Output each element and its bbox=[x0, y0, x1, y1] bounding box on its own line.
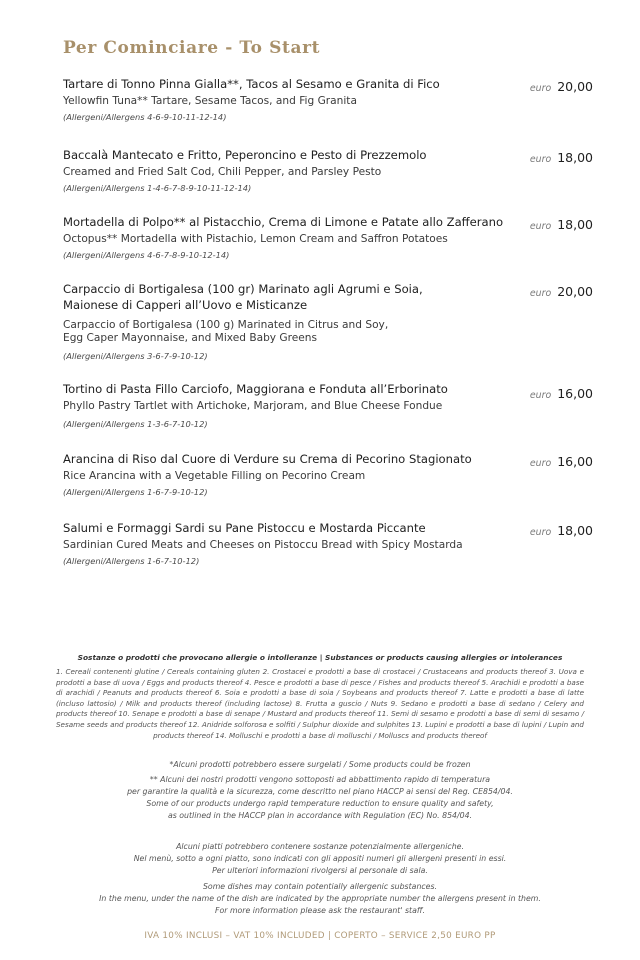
note-line: as outlined in the HACCP plan in accordance with Regulation (EC) No. 854/04. bbox=[167, 811, 473, 820]
price-amount: 20,00 bbox=[557, 79, 593, 94]
italian-allergen-note bbox=[56, 841, 584, 877]
price-currency: euro bbox=[529, 221, 552, 232]
menu-item bbox=[63, 76, 593, 122]
menu-item bbox=[63, 451, 593, 497]
price-amount: 16,00 bbox=[557, 454, 593, 469]
dish-description: Yellowfin Tuna** Tartare, Sesame Tacos, and Fig Granita bbox=[63, 95, 357, 107]
note-line: per garantire la qualità e la sicurezza, come descritto nel piano HACCP ai sensi del Reg. CE854/04. bbox=[127, 787, 513, 796]
note-line: Some dishes may contain potentially allergenic substances. bbox=[202, 882, 438, 891]
price-currency: euro bbox=[529, 458, 552, 469]
dish-allergens: (Allergeni/Allergens 1-4-6-7-8-9-10-11-12-14) bbox=[63, 183, 252, 193]
dish-allergens: (Allergeni/Allergens 1-3-6-7-10-12) bbox=[63, 419, 208, 429]
dish-description: Creamed and Fried Salt Cod, Chili Pepper, and Parsley Pesto bbox=[63, 166, 382, 178]
dish-name: Tartare di Tonno Pinna Gialla**, Tacos al Sesamo e Granita di Fico bbox=[63, 77, 440, 91]
dish-name: Mortadella di Polpo** al Pistacchio, Crema di Limone e Patate allo Zafferano bbox=[63, 215, 504, 229]
note-line: Some of our products undergo rapid temperature reduction to ensure quality and safety, bbox=[146, 799, 494, 808]
dish-description: Phyllo Pastry Tartlet with Artichoke, Marjoram, and Blue Cheese Fondue bbox=[63, 400, 443, 412]
price-currency: euro bbox=[529, 390, 552, 401]
dish-name: Arancina di Riso dal Cuore di Verdure su Crema di Pecorino Stagionato bbox=[63, 452, 472, 466]
price-amount: 18,00 bbox=[557, 150, 593, 165]
price-amount: 16,00 bbox=[557, 386, 593, 401]
menu-item bbox=[63, 281, 593, 361]
price-currency: euro bbox=[529, 154, 552, 165]
dish-name: Carpaccio di Bortigalesa (100 gr) Marinato agli Agrumi e Soia, Maionese di Capperi all’Uovo e Misticanze bbox=[63, 282, 423, 312]
note-line: For more information please ask the restaurant' staff. bbox=[215, 906, 425, 915]
price-currency: euro bbox=[529, 527, 552, 538]
dish-name: Baccalà Mantecato e Fritto, Peperoncino e Pesto di Prezzemolo bbox=[63, 148, 427, 162]
temperature-note bbox=[56, 774, 584, 822]
dish-name: Salumi e Formaggi Sardi su Pane Pistoccu e Mostarda Piccante bbox=[63, 521, 426, 535]
menu-item bbox=[63, 147, 593, 193]
dish-description: Rice Arancina with a Vegetable Filling on Pecorino Cream bbox=[63, 470, 366, 482]
dish-price bbox=[530, 147, 593, 166]
price-currency: euro bbox=[529, 83, 552, 94]
dish-price bbox=[530, 281, 593, 300]
dish-name: Tortino di Pasta Fillo Carciofo, Maggiorana e Fonduta all’Erborinato bbox=[63, 382, 448, 396]
dish-price bbox=[530, 214, 593, 233]
price-amount: 20,00 bbox=[557, 284, 593, 299]
section-title: Per Cominciare - To Start bbox=[63, 38, 321, 58]
frozen-note: *Alcuni prodotti potrebbero essere surgelati / Some products could be frozen bbox=[169, 760, 471, 769]
dish-price bbox=[530, 383, 593, 402]
note-line: In the menu, under the name of the dish are indicated by the appropriate number the allergens present in them. bbox=[99, 894, 541, 903]
dish-allergens: (Allergeni/Allergens 3-6-7-9-10-12) bbox=[63, 351, 208, 361]
service-charge-line: IVA 10% INCLUSI – VAT 10% INCLUDED | COPERTO – SERVICE 2,50 EURO PP bbox=[144, 931, 496, 941]
dish-allergens: (Allergeni/Allergens 1-6-7-9-10-12) bbox=[63, 487, 208, 497]
dish-description: Sardinian Cured Meats and Cheeses on Pistoccu Bread with Spicy Mostarda bbox=[63, 539, 463, 551]
dish-allergens: (Allergeni/Allergens 4-6-7-8-9-10-12-14) bbox=[63, 250, 230, 260]
price-currency: euro bbox=[529, 288, 552, 299]
note-line: Per ulteriori informazioni rivolgersi al personale di sala. bbox=[212, 866, 428, 875]
menu-item bbox=[63, 381, 593, 429]
menu-item bbox=[63, 520, 593, 566]
price-amount: 18,00 bbox=[557, 217, 593, 232]
price-amount: 18,00 bbox=[557, 523, 593, 538]
menu-item bbox=[63, 214, 593, 260]
allergen-heading: Sostanze o prodotti che provocano allergie o intolleranze | Substances or products causing allergies or intolerances bbox=[77, 653, 563, 662]
note-line: ** Alcuni dei nostri prodotti vengono sottoposti ad abbattimento rapido di temperatura bbox=[149, 775, 491, 784]
dish-price bbox=[530, 76, 593, 95]
note-line: Alcuni piatti potrebbero contenere sostanze potenzialmente allergeniche. bbox=[176, 842, 464, 851]
dish-description: Carpaccio of Bortigalesa (100 g) Marinated in Citrus and Soy, Egg Caper Mayonnaise, and Mixed Baby Greens bbox=[63, 319, 389, 344]
dish-allergens: (Allergeni/Allergens 1-6-7-10-12) bbox=[63, 556, 200, 566]
dish-price bbox=[530, 451, 593, 470]
dish-description: Octopus** Mortadella with Pistachio, Lemon Cream and Saffron Potatoes bbox=[63, 233, 448, 245]
dish-price bbox=[530, 520, 593, 539]
dish-allergens: (Allergeni/Allergens 4-6-9-10-11-12-14) bbox=[63, 112, 227, 122]
english-allergen-note bbox=[56, 881, 584, 917]
allergen-list: 1. Cereali contenenti glutine / Cereals containing gluten 2. Crostacei e prodotti a base di crostacei / Crustaceans and products thereof 3. Uova e prodotti a base di uova / Eggs and products thereof 4. Pesce e prodotti a base di pesce / Fishes and products thereof 5. Arachidi e prodotti a base di arachidi / Peanuts and products thereof 6. Soia e prodotti a base di soia / Soybeans and products thereof 7. Latte e prodotti a base di latte (incluso lattosio) / Milk and products thereof (including lactose) 8. Frutta a guscio / Nuts 9. Sedano e prodotti a base di sedano / Celery and products thereof 10. Senape e prodotti a base di senape / Mustard and products thereof 11. Semi di sesamo e prodotti a base di semi di sesamo / Sesame seeds and products thereof 12. Anidride solforosa e solfiti / Sulphur dioxide and sulphites 13. Lupini e prodotti a base di lupini / Lupin and products thereof 14. Molluschi e prodotti a base di molluschi / Molluscs and products thereof bbox=[56, 667, 584, 740]
note-line: Nel menù, sotto a ogni piatto, sono indicati con gli appositi numeri gli allergeni presenti in essi. bbox=[133, 854, 507, 863]
